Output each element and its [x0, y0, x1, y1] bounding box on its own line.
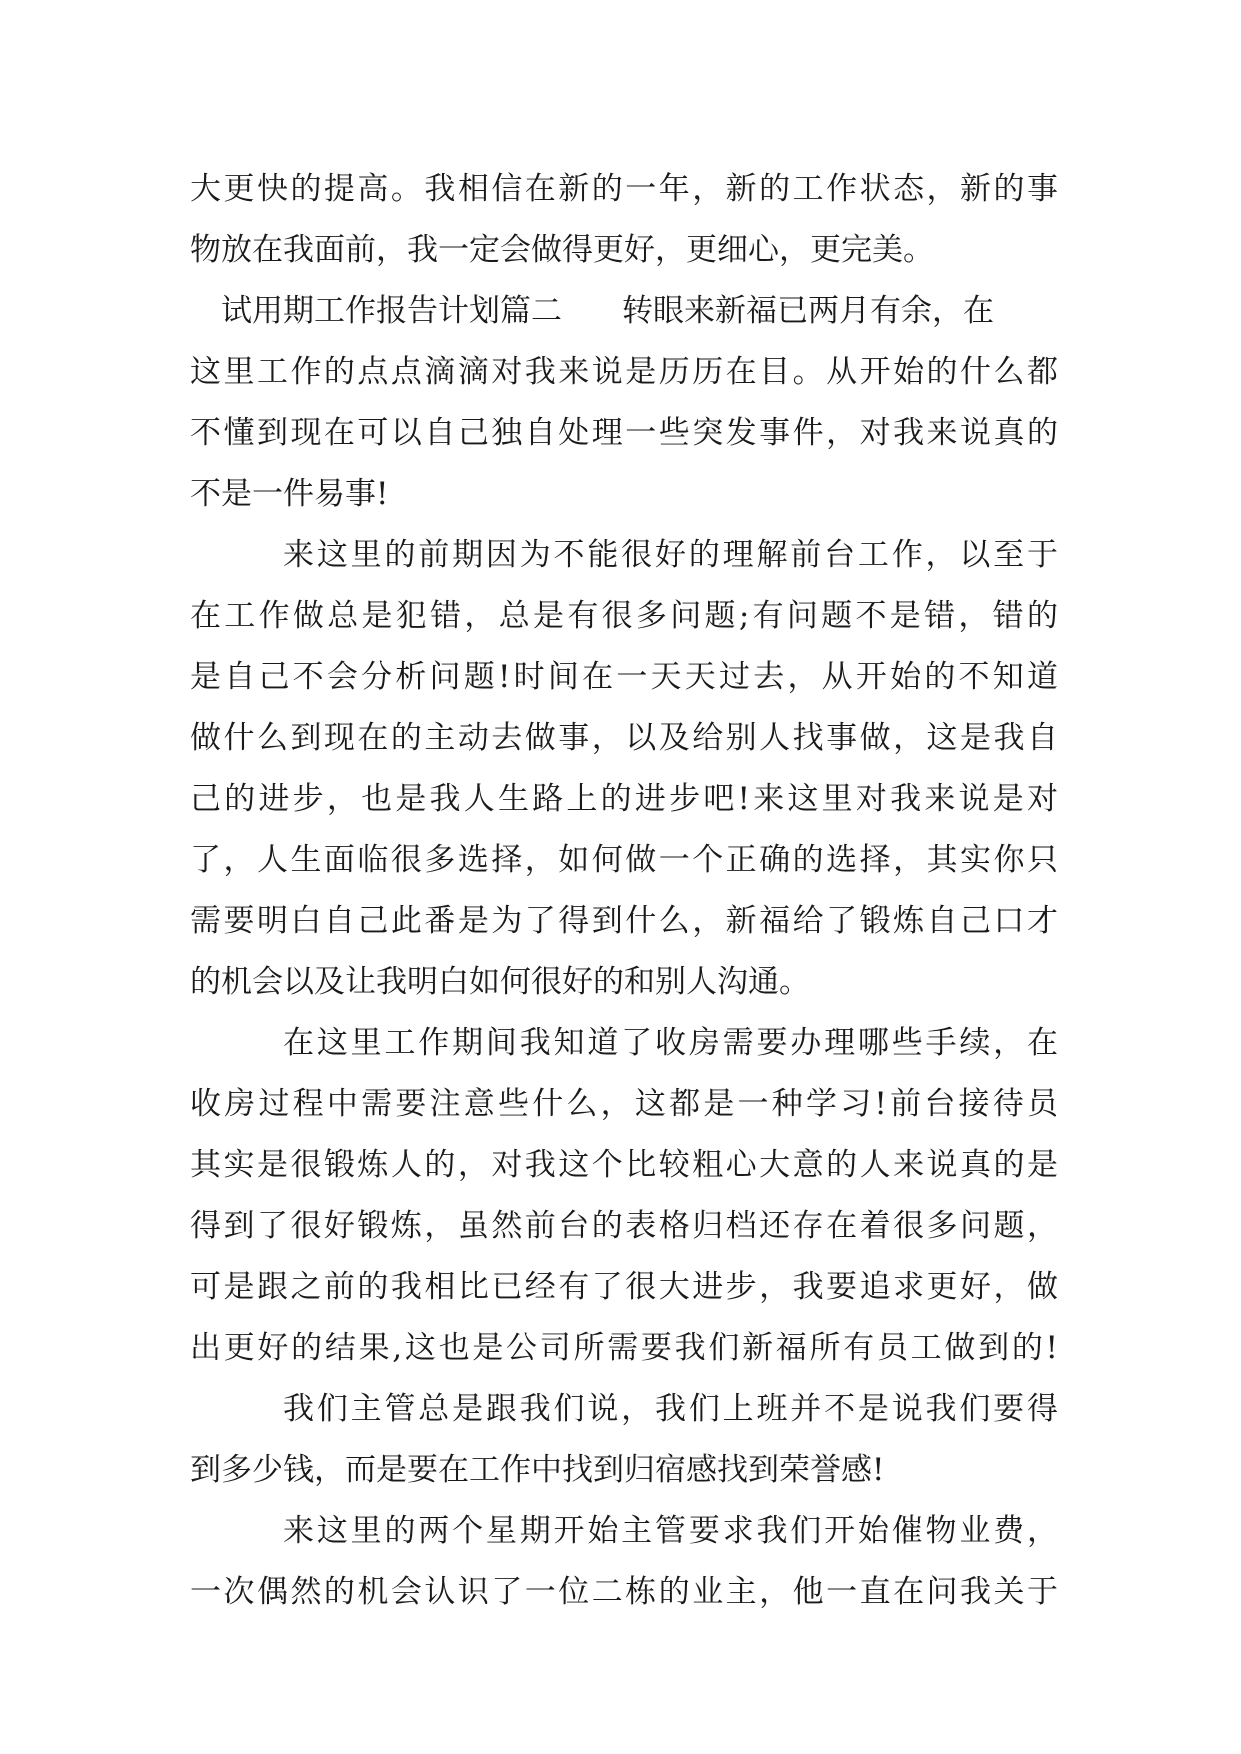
- text-line: 大更快的提高。我相信在新的一年，新的工作状态，新的事: [190, 171, 1058, 207]
- text-line: 不懂到现在可以自己独自处理一些突发事件，对我来说真的: [190, 415, 1058, 451]
- paragraph-first-line: 来这里的两个星期开始主管要求我们开始催物业费，: [283, 1513, 1058, 1549]
- text-line: 物放在我面前，我一定会做得更好，更细心，更完美。: [190, 232, 934, 268]
- text-line: 需要明白自己此番是为了得到什么，新福给了锻炼自己口才: [190, 903, 1058, 939]
- section-heading: 试用期工作报告计划篇二: [221, 293, 562, 329]
- text-line-continuation: 转眼来新福已两月有余，在: [622, 293, 994, 329]
- text-line: 一次偶然的机会认识了一位二栋的业主，他一直在问我关于: [190, 1574, 1058, 1610]
- text-line: 的机会以及让我明白如何很好的和别人沟通。: [190, 964, 810, 1000]
- text-line: 了，人生面临很多选择，如何做一个正确的选择，其实你只: [190, 842, 1058, 878]
- text-line: 出更好的结果,这也是公司所需要我们新福所有员工做到的!: [190, 1330, 1058, 1366]
- section-heading-line: [190, 281, 1058, 342]
- text-line: 不是一件易事!: [190, 476, 389, 512]
- paragraph-first-line: 在这里工作期间我知道了收房需要办理哪些手续，在: [283, 1025, 1058, 1061]
- text-line: 在工作做总是犯错，总是有很多问题;有问题不是错，错的: [190, 598, 1058, 634]
- paragraph-first-line: 来这里的前期因为不能很好的理解前台工作，以至于: [283, 537, 1058, 573]
- paragraph-first-line: 我们主管总是跟我们说，我们上班并不是说我们要得: [283, 1391, 1058, 1427]
- text-line: 这里工作的点点滴滴对我来说是历历在目。从开始的什么都: [190, 354, 1058, 390]
- text-line: 得到了很好锻炼，虽然前台的表格归档还存在着很多问题，: [190, 1208, 1058, 1244]
- text-line: 做什么到现在的主动去做事，以及给别人找事做，这是我自: [190, 720, 1058, 756]
- body-text: [190, 159, 1058, 1623]
- text-line: 可是跟之前的我相比已经有了很大进步，我要追求更好，做: [190, 1269, 1058, 1305]
- text-line: 收房过程中需要注意些什么，这都是一种学习!前台接待员: [190, 1086, 1058, 1122]
- text-line: 己的进步，也是我人生路上的进步吧!来这里对我来说是对: [190, 781, 1058, 817]
- text-line: 到多少钱，而是要在工作中找到归宿感找到荣誉感!: [190, 1452, 885, 1488]
- text-line: 其实是很锻炼人的，对我这个比较粗心大意的人来说真的是: [190, 1147, 1058, 1183]
- text-line: 是自己不会分析问题!时间在一天天过去，从开始的不知道: [190, 659, 1058, 695]
